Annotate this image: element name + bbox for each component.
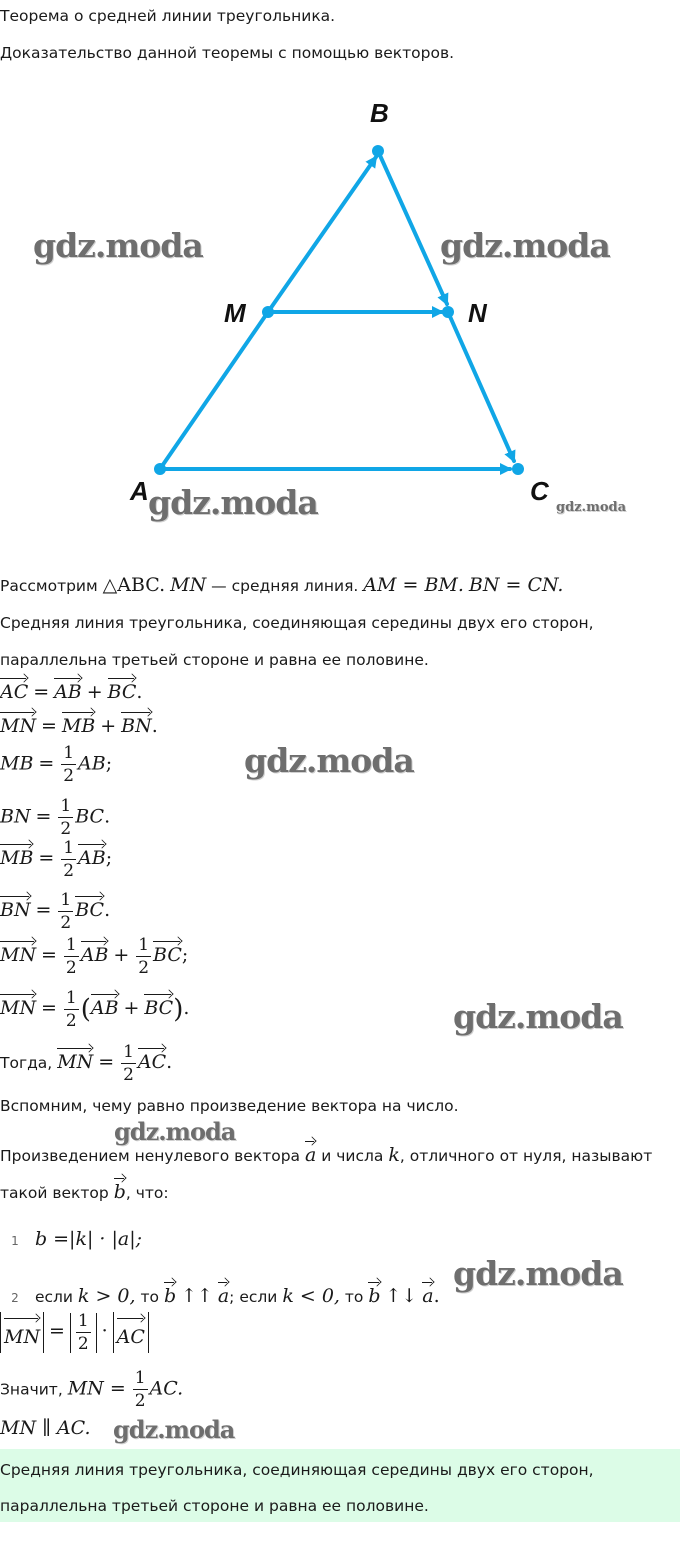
equation-vec-bn-half: BN = $\frac{1}{2}$ BC. bbox=[0, 889, 111, 933]
recall-line: Вспомним, чему равно произведение вектора на число. bbox=[0, 1097, 459, 1115]
equation-mn-sum: MN = MB + BN. bbox=[0, 706, 158, 737]
statement-line: параллельна третьей стороне и равна ее половине. bbox=[0, 651, 429, 669]
proof-subtitle: Доказательство данной теоремы с помощью векторов. bbox=[0, 44, 455, 62]
watermark-logo: gdz.moda bbox=[453, 1254, 623, 1293]
conclusion-line: Средняя линия треугольника, соединяющая середины двух его сторон, bbox=[0, 1461, 594, 1479]
given-line: Рассмотрим △ABC. MN — средняя линия. AM = BM. BN = CN. bbox=[0, 574, 564, 596]
equation-bn-half: BN = $\frac{1}{2}$ BC. bbox=[0, 796, 111, 839]
equation-hence: Значит, MN = $\frac{1}{2}$ AC. bbox=[0, 1368, 184, 1411]
point-n bbox=[442, 306, 454, 318]
point-m bbox=[262, 306, 274, 318]
theorem-title: Теорема о средней линии треугольника. bbox=[0, 7, 336, 25]
equation-vec-mb-half: MB = $\frac{1}{2}$ AB; bbox=[0, 837, 113, 881]
label-b: B bbox=[370, 98, 389, 128]
equation-ac-sum: AC = AB + BC. bbox=[0, 672, 142, 703]
point-c bbox=[512, 463, 524, 475]
equation-then: Тогда, MN = $\frac{1}{2}$ AC. bbox=[0, 1041, 173, 1085]
watermark-logo: gdz.moda bbox=[453, 997, 623, 1036]
watermark-logo: gdz.moda bbox=[556, 500, 627, 515]
parallel-statement: MN ∥ AC. bbox=[0, 1417, 91, 1439]
watermark-logo: gdz.moda bbox=[33, 226, 203, 265]
list-item: 1 b =|k| · |a|; bbox=[11, 1228, 143, 1250]
vector-bn bbox=[378, 151, 447, 304]
statement-line: Средняя линия треугольника, соединяющая середины двух его сторон, bbox=[0, 614, 594, 632]
conclusion-box bbox=[0, 1449, 680, 1522]
point-b bbox=[372, 145, 384, 157]
watermark-logo: gdz.moda bbox=[244, 741, 414, 780]
watermark-logo: gdz.moda bbox=[440, 226, 610, 265]
watermark-logo: gdz.moda bbox=[148, 483, 318, 522]
vector-mb bbox=[268, 157, 376, 312]
conclusion-line: параллельна третьей стороне и равна ее половине. bbox=[0, 1497, 429, 1515]
definition-line: такой вектор b, что: bbox=[0, 1172, 169, 1203]
watermark-logo: gdz.moda bbox=[114, 1117, 236, 1146]
equation-magnitudes: MN = $\frac{1}{2}$ · AC bbox=[0, 1312, 149, 1353]
triangle-diagram bbox=[0, 0, 680, 540]
label-m: M bbox=[224, 298, 246, 328]
vector-nc bbox=[448, 312, 514, 461]
watermark-logo: gdz.moda bbox=[113, 1415, 235, 1444]
label-n: N bbox=[468, 298, 487, 328]
equation-vec-mn-sum-half: MN = $\frac{1}{2}$ AB + $\frac{1}{2}$ BC; bbox=[0, 934, 189, 978]
label-a: A bbox=[130, 476, 149, 506]
equation-mb-half: MB = $\frac{1}{2}$ AB; bbox=[0, 743, 113, 786]
point-a bbox=[154, 463, 166, 475]
segment-am bbox=[160, 312, 268, 469]
label-c: C bbox=[530, 476, 549, 506]
definition-line: Произведением ненулевого вектора a и числа k, отличного от нуля, называют bbox=[0, 1135, 652, 1166]
list-item: 2 если k > 0, то b ↑↑ a; если k < 0, то b ↑↓ a. bbox=[0, 1276, 440, 1307]
equation-vec-mn-factored: MN = $\frac{1}{2}$ (AB + BC). bbox=[0, 987, 190, 1031]
